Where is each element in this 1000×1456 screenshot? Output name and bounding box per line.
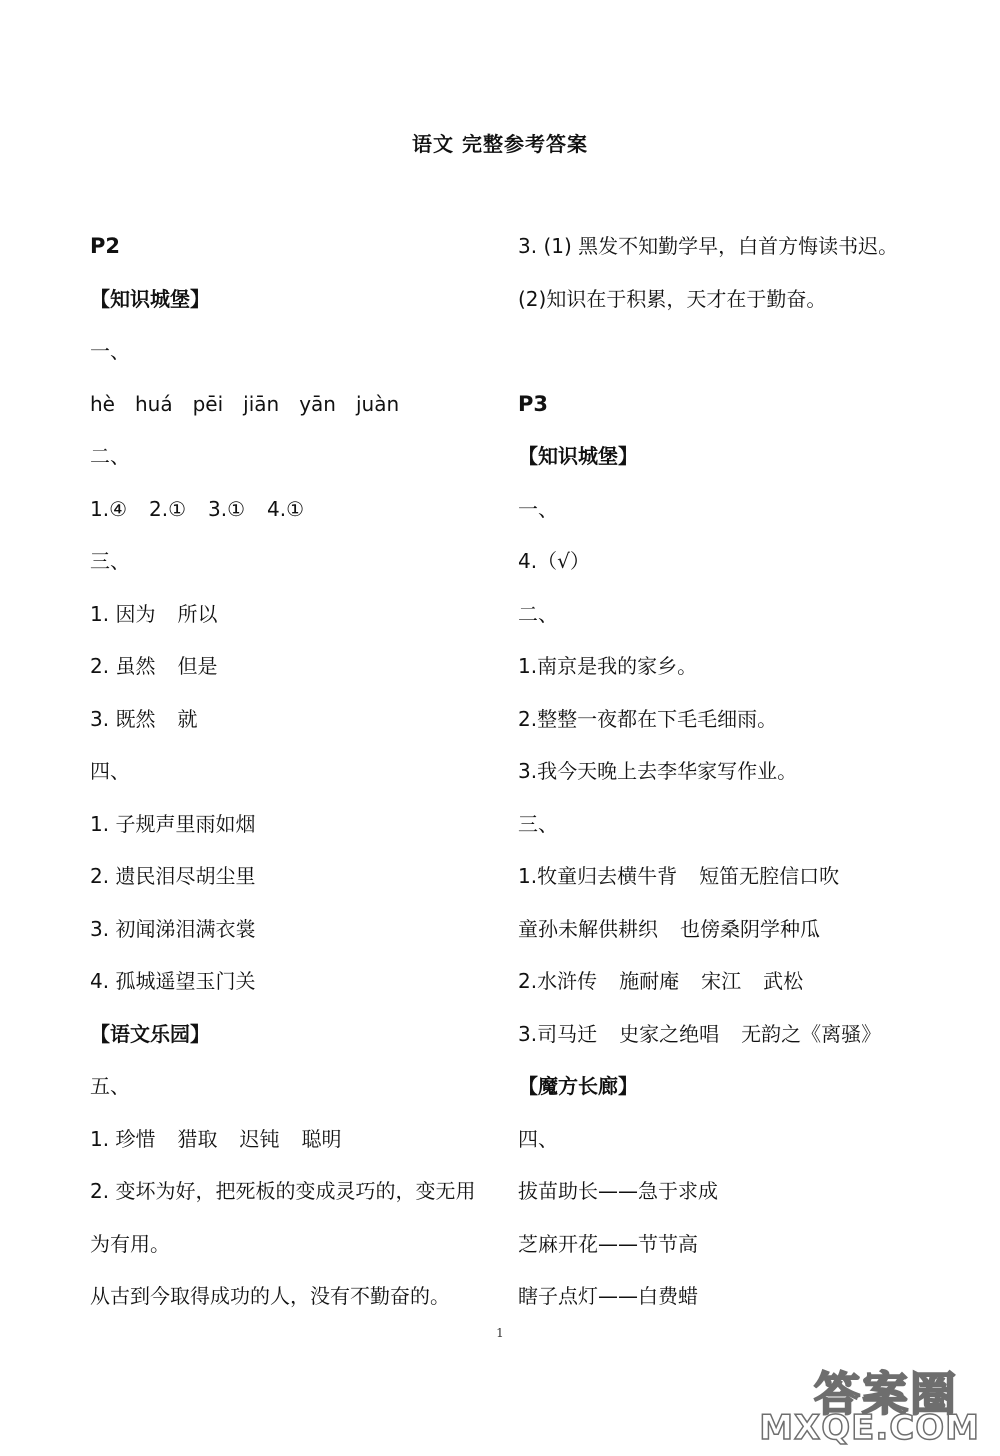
section-heading-knowledge-castle-2: 【知识城堡】 [518, 444, 638, 468]
blank-line [518, 331, 938, 384]
literature-answer-2 [518, 1014, 938, 1067]
answer-text: 宋江 [701, 969, 742, 993]
answer-text: 2.水浒传 [518, 969, 598, 993]
answer-text: 猎取 [177, 1126, 218, 1151]
pinyin-answers [90, 384, 510, 437]
answer-text: 但是 [177, 654, 218, 678]
poem-answer-1: 1. 子规声里雨如烟 [90, 811, 256, 836]
choice-answer: 1.④ [90, 496, 128, 521]
conjunction-answer-2 [90, 646, 510, 699]
page-title: 语文 完整参考答案 [412, 132, 588, 156]
pinyin-item: juàn [355, 391, 400, 416]
question-number-2-p3: 二、 [518, 601, 558, 626]
watermark-text: 答案圈 [814, 1367, 958, 1421]
sentence-answer-2: 2.整整一夜都在下毛毛细雨。 [518, 706, 778, 731]
conjunction-answer-3 [90, 699, 510, 752]
question-number-2: 二、 [90, 444, 130, 468]
section-heading-magic-corridor: 【魔方长廊】 [518, 1074, 638, 1098]
choice-answer: 3.① [208, 496, 246, 521]
poem-line-2 [518, 909, 938, 962]
poem-answer-4: 4. 孤城遥望玉门关 [90, 969, 256, 993]
question-number-1: 一、 [90, 339, 130, 363]
watermark-logo [738, 1358, 988, 1448]
answer-text: 童孙未解供耕织 [518, 916, 658, 941]
xiehouyu-answer-1: 拔苗助长——急于求成 [518, 1179, 718, 1203]
page-label-p3: P3 [518, 391, 549, 416]
question-number-3-p3: 三、 [518, 811, 558, 836]
left-column [90, 226, 510, 1329]
pinyin-item: pēi [192, 391, 224, 416]
answer-text: 武松 [763, 969, 804, 993]
judgement-answer: 4.（√） [518, 549, 590, 573]
conjunction-answer-1 [90, 594, 510, 647]
choice-answers [90, 489, 510, 542]
right-column [518, 226, 938, 1329]
answer-text: 2. 虽然 [90, 654, 156, 678]
explanation-line-3: 从古到今取得成功的人，没有不勤奋的。 [90, 1284, 450, 1308]
poem-line-1 [518, 856, 938, 909]
answer-text: 史家之绝唱 [619, 1021, 720, 1046]
question-number-4-p3: 四、 [518, 1126, 558, 1151]
xiehouyu-answer-3: 瞎子点灯——白费蜡 [518, 1284, 698, 1308]
page-label-p2: P2 [90, 234, 121, 258]
choice-answer: 2.① [149, 496, 187, 521]
answer-text: 无韵之《离骚》 [741, 1021, 882, 1046]
answer-text: 聪明 [301, 1126, 342, 1151]
answer-text: 3.司马迁 [518, 1021, 598, 1046]
answer-text: 迟钝 [239, 1126, 280, 1151]
watermark-url: MXQE.COM [759, 1408, 980, 1448]
page-number: 1 [496, 1326, 504, 1340]
answer-text: 施耐庵 [619, 969, 680, 993]
answer-text: 1.牧童归去横牛背 [518, 864, 678, 888]
explanation-line-1: 2. 变坏为好，把死板的变成灵巧的，变无用 [90, 1179, 476, 1203]
answer-text: 所以 [177, 601, 218, 626]
choice-answer: 4.① [267, 496, 305, 521]
sentence-answer-1: 1.南京是我的家乡。 [518, 654, 698, 678]
word-answers [90, 1119, 510, 1172]
question-number-4: 四、 [90, 759, 130, 783]
section-heading-chinese-garden: 【语文乐园】 [90, 1021, 210, 1046]
pinyin-item: hè [90, 391, 115, 416]
pinyin-item: jiān [243, 391, 280, 416]
explanation-line-2: 为有用。 [90, 1231, 170, 1256]
question-number-3: 三、 [90, 549, 130, 573]
question-number-1-p3: 一、 [518, 496, 558, 521]
literature-answer-1 [518, 961, 938, 1014]
answer-text: 1. 因为 [90, 601, 156, 626]
sentence-answer-3: 3.我今天晚上去李华家写作业。 [518, 759, 798, 783]
answer-text: 1. 珍惜 [90, 1126, 156, 1151]
poem-answer-2: 2. 遗民泪尽胡尘里 [90, 864, 256, 888]
section-heading-knowledge-castle: 【知识城堡】 [90, 286, 210, 311]
poem-answer-3: 3. 初闻涕泪满衣裳 [90, 916, 256, 941]
answer-text: 也傍桑阴学种瓜 [680, 916, 820, 941]
answer-text: 短笛无腔信口吹 [699, 864, 840, 888]
proverb-answer-2: (2)知识在于积累，天才在于勤奋。 [518, 286, 827, 311]
pinyin-item: huá [134, 391, 173, 416]
answer-text: 就 [177, 706, 198, 731]
proverb-answer-1: 3. (1) 黑发不知勤学早，白首方悔读书迟。 [518, 234, 899, 258]
answer-text: 3. 既然 [90, 706, 156, 731]
xiehouyu-answer-2: 芝麻开花——节节高 [518, 1231, 698, 1256]
question-number-5: 五、 [90, 1074, 130, 1098]
pinyin-item: yān [299, 391, 336, 416]
